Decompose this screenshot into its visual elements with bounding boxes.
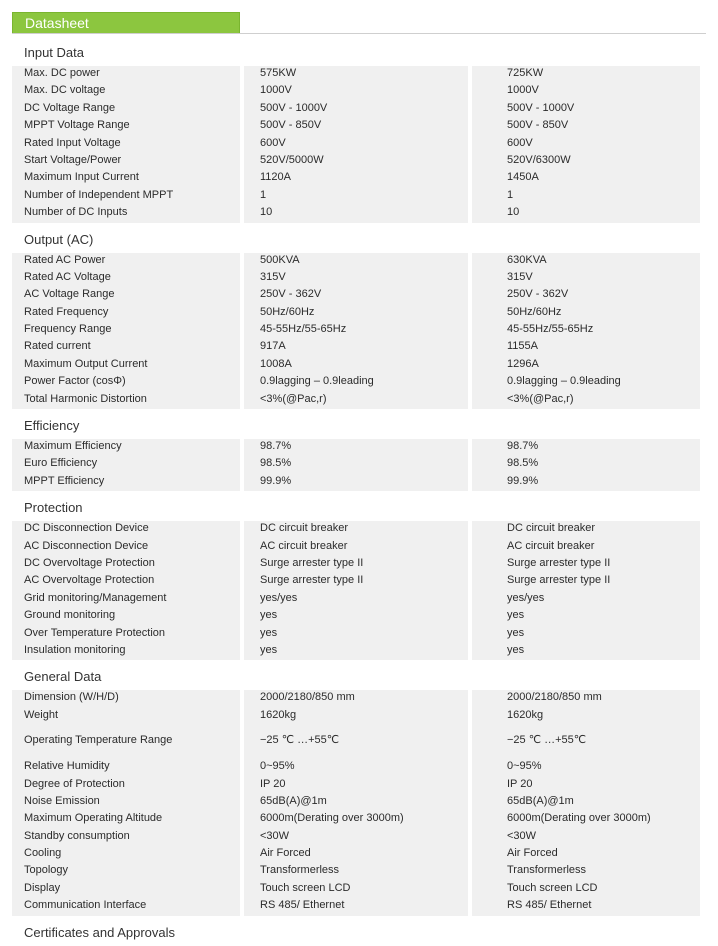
section-table [12, 439, 706, 491]
table-row [12, 474, 706, 491]
value-model-2: yes [507, 626, 525, 639]
table-row [12, 829, 706, 846]
value-model-2: 99.9% [507, 474, 539, 487]
row-label: MPPT Voltage Range [24, 119, 130, 132]
datasheet-title: Datasheet [25, 15, 89, 31]
table-row [12, 608, 706, 625]
row-label: MPPT Efficiency [24, 474, 105, 487]
section-table [12, 690, 706, 915]
table-row [12, 777, 706, 794]
value-model-2: 630KVA [507, 253, 547, 266]
value-model-2: 65dB(A)@1m [507, 794, 574, 807]
table-row [12, 439, 706, 456]
table-row [12, 205, 706, 222]
row-label: Degree of Protection [24, 777, 125, 790]
value-model-2: 725KW [507, 67, 544, 79]
value-model-1: 500V - 850V [260, 119, 322, 132]
value-model-1: yes [260, 643, 278, 656]
table-row [12, 101, 706, 118]
table-row [12, 811, 706, 828]
value-model-2: Surge arrester type II [507, 574, 611, 587]
value-model-2: −25 ℃ …+55℃ [507, 734, 587, 747]
table-row [12, 188, 706, 205]
value-model-1: DC circuit breaker [260, 522, 349, 535]
value-model-1: 10 [260, 206, 273, 219]
row-label: Maximum Operating Altitude [24, 812, 163, 825]
value-model-2: 0.9lagging – 0.9leading [507, 375, 621, 388]
table-row [12, 270, 706, 287]
row-label: Relative Humidity [24, 760, 110, 773]
value-model-2: Air Forced [507, 847, 558, 860]
table-row [12, 846, 706, 863]
table-row [12, 643, 706, 660]
table-row [12, 881, 706, 898]
row-label: DC Disconnection Device [24, 522, 149, 535]
value-model-1: 1 [260, 188, 267, 201]
value-model-1: <3%(@Pac,r) [260, 392, 327, 405]
table-row [12, 863, 706, 880]
value-model-1: 520V/5000W [260, 153, 324, 166]
table-row [12, 153, 706, 170]
value-model-1: 500V - 1000V [260, 101, 328, 114]
table-row [12, 626, 706, 643]
row-label: Display [24, 881, 61, 894]
value-model-1: 600V [260, 136, 286, 149]
table-row [12, 305, 706, 322]
value-model-1: 1120A [260, 171, 291, 184]
value-model-1: 0.9lagging – 0.9leading [260, 375, 374, 388]
value-model-2: yes/yes [507, 591, 545, 604]
table-row [12, 898, 706, 915]
value-model-2: <30W [507, 829, 537, 842]
value-model-2: Surge arrester type II [507, 556, 611, 569]
table-row [12, 392, 706, 409]
value-model-1: IP 20 [260, 777, 286, 790]
row-label: Max. DC voltage [24, 84, 106, 97]
value-model-1: yes [260, 609, 278, 622]
table-row [12, 556, 706, 573]
row-label: DC Voltage Range [24, 101, 116, 114]
table-row [12, 357, 706, 374]
header-divider [12, 33, 706, 34]
table-row [12, 690, 706, 707]
value-model-2: <3%(@Pac,r) [507, 392, 574, 405]
section-title: Input Data [24, 45, 84, 60]
value-model-2: 45-55Hz/55-65Hz [507, 323, 594, 336]
value-model-1: Surge arrester type II [260, 556, 364, 569]
value-model-2: 1450A [507, 171, 539, 184]
section-title: Protection [24, 500, 83, 516]
table-row [12, 759, 706, 776]
value-model-2: 2000/2180/850 mm [507, 691, 602, 704]
value-model-1: 6000m(Derating over 3000m) [260, 812, 404, 825]
row-label: Frequency Range [24, 323, 112, 336]
value-model-1: 2000/2180/850 mm [260, 691, 355, 704]
value-model-1: RS 485/ Ethernet [260, 899, 345, 912]
value-model-1: 0~95% [260, 760, 295, 773]
value-model-2: IP 20 [507, 777, 533, 790]
row-label: Weight [24, 708, 59, 721]
value-model-2: yes [507, 609, 525, 622]
value-model-2: 50Hz/60Hz [507, 305, 562, 318]
row-label: Dimension (W/H/D) [24, 691, 119, 704]
section-table [12, 521, 706, 660]
row-label: Cooling [24, 847, 62, 860]
row-label: Maximum Efficiency [24, 440, 122, 453]
table-row [12, 708, 706, 725]
row-label: Max. DC power [24, 67, 100, 79]
value-model-1: 65dB(A)@1m [260, 794, 327, 807]
table-row [12, 66, 706, 83]
row-label: Maximum Input Current [24, 171, 139, 184]
row-label: Rated AC Voltage [24, 270, 111, 283]
value-model-2: 10 [507, 206, 520, 219]
table-row [12, 573, 706, 590]
value-model-1: 99.9% [260, 474, 292, 487]
value-model-2: 98.7% [507, 440, 539, 453]
table-row [12, 118, 706, 135]
value-model-1: Transformerless [260, 864, 340, 877]
value-model-2: 1296A [507, 357, 539, 370]
table-row [12, 374, 706, 391]
value-model-2: 315V [507, 270, 533, 283]
value-model-1: 1000V [260, 84, 292, 97]
table-row [12, 322, 706, 339]
value-model-1: −25 ℃ …+55℃ [260, 734, 340, 747]
value-model-2: 500V - 850V [507, 119, 569, 132]
row-label: AC Disconnection Device [24, 539, 149, 552]
row-label: Grid monitoring/Management [24, 591, 167, 604]
table-row [12, 136, 706, 153]
row-label: Power Factor (cosΦ) [24, 375, 126, 388]
value-model-2: 0~95% [507, 760, 542, 773]
value-model-2: DC circuit breaker [507, 522, 596, 535]
value-model-1: 315V [260, 270, 286, 283]
table-row [12, 591, 706, 608]
section-title: Efficiency [24, 418, 80, 434]
value-model-1: 98.7% [260, 440, 292, 453]
row-label: AC Overvoltage Protection [24, 574, 155, 587]
table-row [12, 456, 706, 473]
row-label: Standby consumption [24, 829, 130, 842]
row-label: DC Overvoltage Protection [24, 556, 155, 569]
table-row [12, 539, 706, 556]
datasheet-header [12, 12, 240, 34]
value-model-2: Touch screen LCD [507, 881, 598, 894]
table-row [12, 521, 706, 538]
value-model-1: <30W [260, 829, 290, 842]
value-model-2: 600V [507, 136, 533, 149]
value-model-2: 98.5% [507, 457, 539, 470]
row-label: Rated current [24, 340, 91, 353]
row-label: Noise Emission [24, 794, 100, 807]
table-row [12, 287, 706, 304]
value-model-2: 6000m(Derating over 3000m) [507, 812, 651, 825]
section-table [12, 253, 706, 410]
section-table [12, 66, 706, 223]
value-model-1: yes/yes [260, 591, 298, 604]
table-row [12, 725, 706, 759]
value-model-1: 250V - 362V [260, 288, 322, 301]
value-model-2: 500V - 1000V [507, 101, 575, 114]
row-label: Start Voltage/Power [24, 153, 122, 166]
value-model-2: 1155A [507, 340, 538, 353]
value-model-2: yes [507, 643, 525, 656]
row-label: Operating Temperature Range [24, 734, 173, 747]
row-label: Insulation monitoring [24, 643, 126, 656]
row-label: Over Temperature Protection [24, 626, 166, 639]
row-label: Euro Efficiency [24, 457, 98, 470]
value-model-1: Touch screen LCD [260, 881, 351, 894]
row-label: Communication Interface [24, 899, 147, 912]
table-row [12, 83, 706, 100]
row-label: Rated Frequency [24, 305, 109, 318]
table-row [12, 170, 706, 187]
row-label: Rated Input Voltage [24, 136, 121, 149]
value-model-1: 98.5% [260, 457, 292, 470]
value-model-1: 45-55Hz/55-65Hz [260, 323, 347, 336]
value-model-1: 917A [260, 340, 286, 353]
section-title: Output (AC) [24, 231, 94, 247]
row-label: Rated AC Power [24, 253, 106, 266]
row-label: AC Voltage Range [24, 288, 115, 301]
value-model-1: Air Forced [260, 847, 311, 860]
value-model-1: AC circuit breaker [260, 539, 348, 552]
value-model-1: 500KVA [260, 253, 300, 266]
row-label: Number of DC Inputs [24, 206, 128, 219]
value-model-1: Surge arrester type II [260, 574, 364, 587]
value-model-2: 520V/6300W [507, 153, 571, 166]
value-model-2: Transformerless [507, 864, 587, 877]
value-model-2: 1620kg [507, 708, 544, 721]
table-row [12, 253, 706, 270]
row-label: Ground monitoring [24, 609, 116, 622]
value-model-2: AC circuit breaker [507, 539, 595, 552]
value-model-2: 1 [507, 188, 514, 201]
row-label: Number of Independent MPPT [24, 188, 174, 201]
value-model-1: 1008A [260, 357, 292, 370]
datasheet-content [12, 40, 706, 946]
value-model-1: 50Hz/60Hz [260, 305, 315, 318]
table-row [12, 339, 706, 356]
section-title: Certificates and Approvals [24, 924, 176, 940]
value-model-2: RS 485/ Ethernet [507, 899, 592, 912]
value-model-2: 250V - 362V [507, 288, 569, 301]
value-model-1: 1620kg [260, 708, 297, 721]
value-model-2: 1000V [507, 84, 539, 97]
value-model-1: 575KW [260, 67, 297, 79]
table-row [12, 794, 706, 811]
row-label: Total Harmonic Distortion [24, 392, 147, 405]
value-model-1: yes [260, 626, 278, 639]
row-label: Maximum Output Current [24, 357, 148, 370]
section-title: General Data [24, 669, 102, 685]
row-label: Topology [24, 864, 69, 877]
